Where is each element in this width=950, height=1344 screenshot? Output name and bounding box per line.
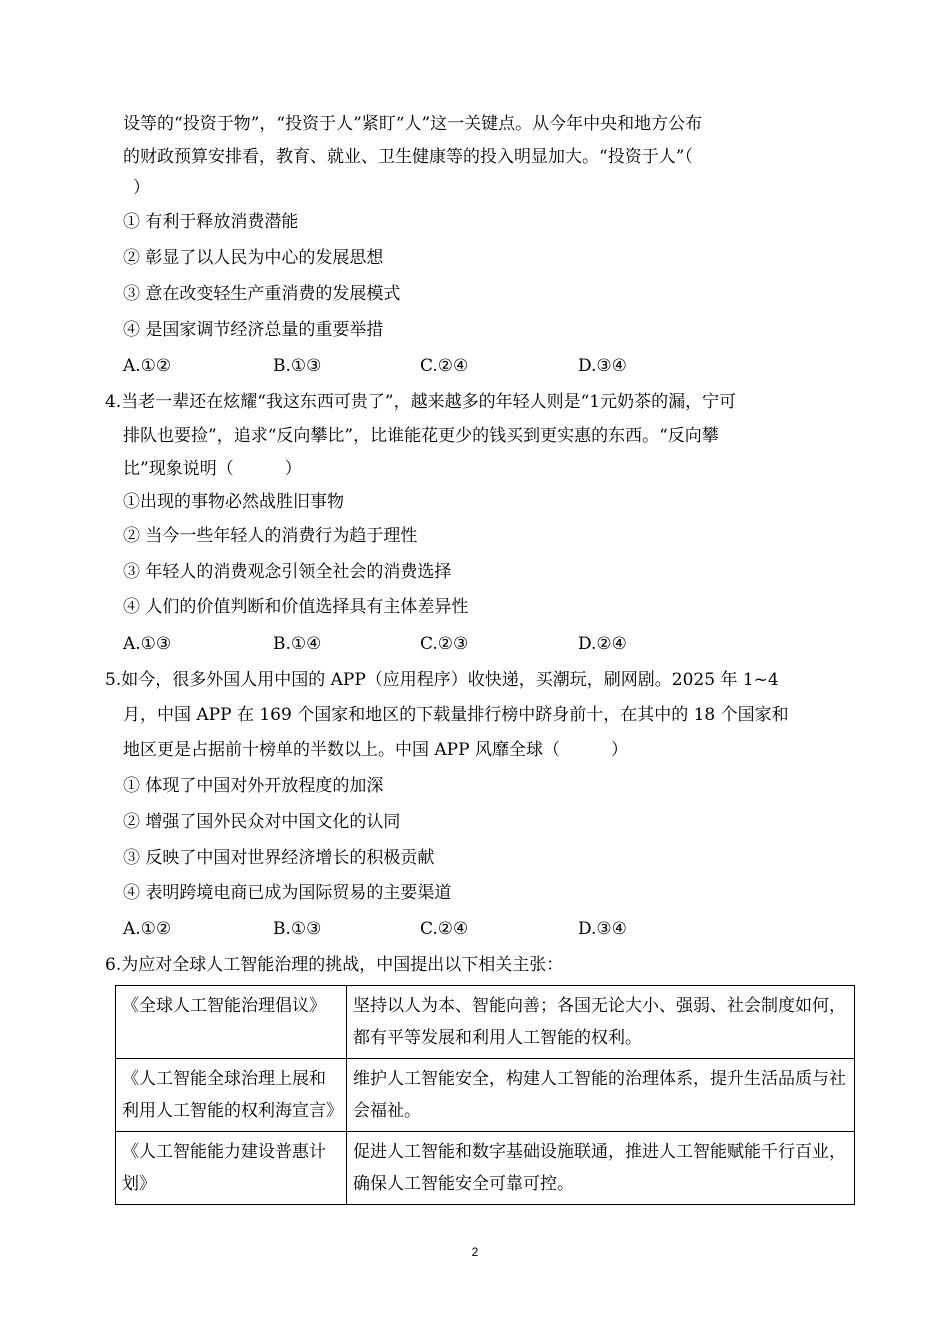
q4-stem-line-2: 排队也要捡”，追求“反向攀比”，比谁能花更少的钱买到更实惠的东西。“反向攀: [123, 426, 719, 446]
q5-stem-line-2: 月，中国 APP 在 169 个国家和地区的下载量排行榜中跻身前十，在其中的 18 个国家和: [123, 705, 789, 725]
q5-item-1: ① 体现了中国对外开放程度的加深: [123, 776, 384, 796]
table-row: [116, 1132, 855, 1205]
policy-table: [115, 985, 855, 1205]
q5-item-2: ② 增强了国外民众对中国文化的认同: [123, 812, 401, 832]
q4-option-b: B.①④: [273, 634, 322, 654]
q4-stem-line-1: 4.当老一辈还在炫耀“我这东西可贵了”，越来越多的年轻人则是“1元奶茶的漏，宁可: [105, 392, 737, 412]
table-cell-document: 《全球人工智能治理倡议》: [116, 986, 347, 1059]
table-cell-content: 维护人工智能安全，构建人工智能的治理体系，提升生活品质与社会福祉。: [347, 1059, 855, 1132]
table-row: [116, 986, 855, 1059]
q5-option-d: D.③④: [578, 919, 627, 939]
q4-option-c: C.②③: [420, 634, 469, 654]
q3-item-1: ① 有利于释放消费潜能: [123, 212, 299, 232]
q5-stem-line-3: 地区更是占据前十榜单的半数以上。中国 APP 风靡全球（ ）: [123, 740, 628, 760]
q4-item-3: ③ 年轻人的消费观念引领全社会的消费选择: [123, 562, 452, 582]
q4-item-4: ④ 人们的价值判断和价值选择具有主体差异性: [123, 597, 469, 617]
q3-option-b: B.①③: [273, 356, 322, 376]
q3-stem-line-1: 设等的“投资于物”，“投资于人”紧盯“人”这一关键点。从今年中央和地方公布: [123, 114, 703, 134]
q5-item-4: ④ 表明跨境电商已成为国际贸易的主要渠道: [123, 883, 452, 903]
table-cell-document: 《人工智能全球治理上展和利用人工智能的权利海宣言》: [116, 1059, 347, 1132]
table-cell-content: 坚持以人为本、智能向善；各国无论大小、强弱、社会制度如何，都有平等发展和利用人工智能的权利。: [347, 986, 855, 1059]
page-number: 2: [471, 1245, 479, 1259]
q3-option-c: C.②④: [420, 356, 469, 376]
q3-item-2: ② 彰显了以人民为中心的发展思想: [123, 248, 384, 268]
q3-option-d: D.③④: [578, 356, 627, 376]
q4-stem-line-3: 比”现象说明（ ）: [123, 459, 302, 479]
q5-option-b: B.①③: [273, 919, 322, 939]
q5-item-3: ③ 反映了中国对世界经济增长的积极贡献: [123, 848, 435, 868]
q5-option-c: C.②④: [420, 919, 469, 939]
q6-stem: 6.为应对全球人工智能治理的挑战，中国提出以下相关主张：: [105, 955, 564, 975]
table-cell-content: 促进人工智能和数字基础设施联通，推进人工智能赋能千行百业，确保人工智能安全可靠可控。: [347, 1132, 855, 1205]
table-cell-document: 《人工智能能力建设普惠计划》: [116, 1132, 347, 1205]
q4-option-d: D.②④: [578, 634, 627, 654]
q4-item-1: ①出现的事物必然战胜旧事物: [123, 492, 344, 512]
q4-option-a: A.①③: [123, 634, 172, 654]
q5-stem-line-1: 5.如今，很多外国人用中国的 APP（应用程序）收快递，买潮玩，刷网剧。2025 年 1~4: [105, 670, 779, 690]
q3-stem-line-3: ）: [133, 178, 150, 198]
q3-stem-line-2: 的财政预算安排看，教育、就业、卫生健康等的投入明显加大。“投资于人”（: [123, 147, 693, 167]
q5-option-a: A.①②: [123, 919, 172, 939]
q3-item-4: ④ 是国家调节经济总量的重要举措: [123, 320, 384, 340]
q3-option-a: A.①②: [123, 356, 172, 376]
q3-item-3: ③ 意在改变轻生产重消费的发展模式: [123, 284, 401, 304]
table-row: [116, 1059, 855, 1132]
q4-item-2: ② 当今一些年轻人的消费行为趋于理性: [123, 526, 418, 546]
